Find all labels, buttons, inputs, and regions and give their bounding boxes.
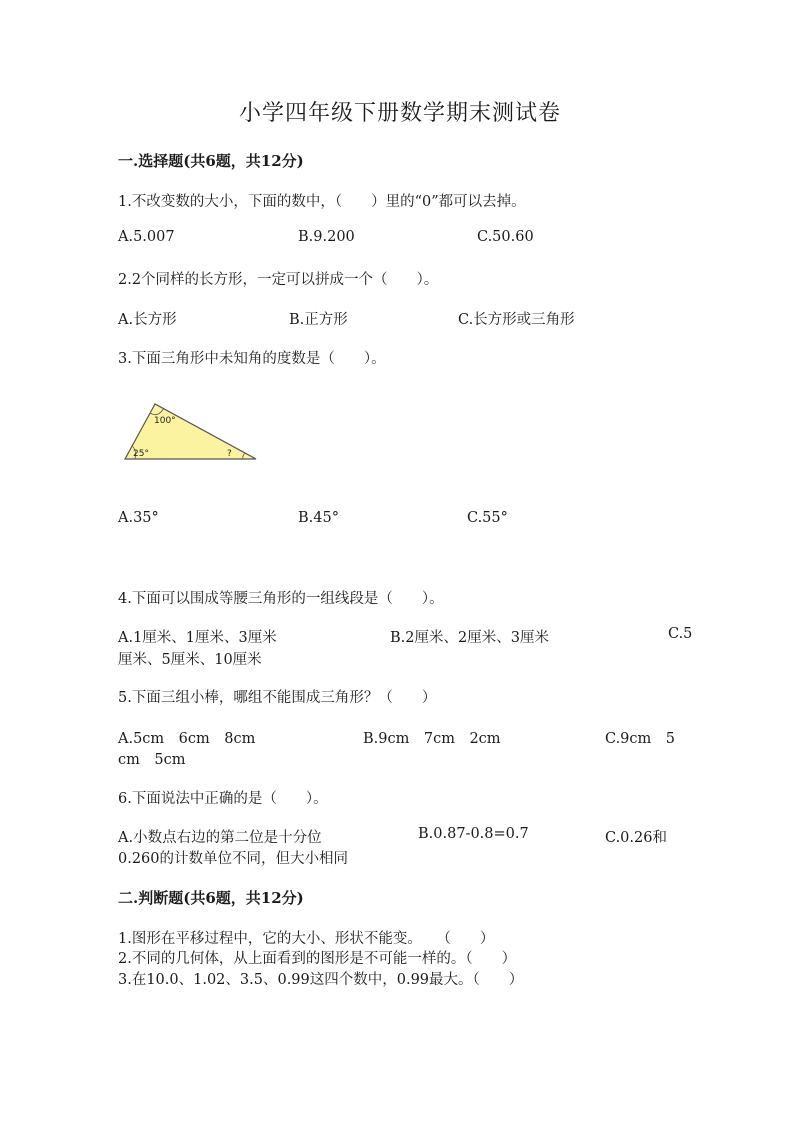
- judgement-item-3: 3.在10.0、1.02、3.5、0.99这四个数中，0.99最大。（ ）: [118, 972, 524, 988]
- angle-label-right: ?: [227, 449, 232, 459]
- question-4-option-c-continued: 厘米、5厘米、10厘米: [118, 652, 262, 668]
- judgement-item-2: 2.不同的几何体，从上面看到的图形是不可能一样的。（ ）: [118, 951, 517, 967]
- question-5-option-a: A.5cm 6cm 8cm: [118, 731, 256, 747]
- question-4-option-a: A.1厘米、1厘米、3厘米: [118, 630, 277, 646]
- page-title: 小学四年级下册数学期末测试卷: [238, 101, 561, 126]
- question-6-option-b: B.0.87-0.8=0.7: [418, 826, 529, 842]
- question-5-option-b: B.9cm 7cm 2cm: [363, 731, 501, 747]
- question-3-option-b: B.45°: [298, 510, 339, 526]
- question-4-option-c: C.5: [668, 626, 693, 642]
- question-6-option-a: A.小数点右边的第二位是十分位: [118, 830, 322, 846]
- question-5-stem: 5.下面三组小棒，哪组不能围成三角形？（ ）: [118, 690, 437, 706]
- section-heading-judgement: 二.判断题(共6题，共12分): [118, 889, 304, 907]
- question-3-stem: 3.下面三角形中未知角的度数是（ ）。: [118, 351, 386, 367]
- section-heading-choice: 一.选择题(共6题，共12分): [118, 152, 304, 170]
- question-2-option-c: C.长方形或三角形: [458, 312, 575, 328]
- question-2-option-b: B.正方形: [289, 312, 348, 328]
- question-4-stem: 4.下面可以围成等腰三角形的一组线段是（ ）。: [118, 591, 444, 607]
- question-1-option-c: C.50.60: [477, 229, 534, 245]
- question-5-option-c-continued: cm 5cm: [118, 752, 186, 768]
- question-2-option-a: A.长方形: [118, 312, 177, 328]
- question-1-option-b: B.9.200: [298, 229, 355, 245]
- question-3-option-a: A.35°: [118, 510, 159, 526]
- question-1-option-a: A.5.007: [118, 229, 175, 245]
- triangle-figure: [118, 398, 263, 468]
- question-6-option-c: C.0.26和: [605, 830, 667, 846]
- question-4-option-b: B.2厘米、2厘米、3厘米: [390, 630, 549, 646]
- judgement-item-1: 1.图形在平移过程中，它的大小、形状不能变。 （ ）: [118, 931, 495, 947]
- angle-label-top: 100°: [154, 416, 176, 426]
- question-5-option-c: C.9cm 5: [605, 731, 676, 747]
- question-6-option-c-continued: 0.260的计数单位不同，但大小相同: [118, 851, 349, 867]
- question-6-stem: 6.下面说法中正确的是（ ）。: [118, 791, 328, 807]
- angle-label-left: 25°: [133, 449, 149, 459]
- question-2-stem: 2.2个同样的长方形，一定可以拼成一个（ ）。: [118, 272, 439, 288]
- question-1-stem: 1.不改变数的大小，下面的数中，（ ）里的“0”都可以去掉。: [118, 194, 526, 210]
- question-3-option-c: C.55°: [467, 510, 508, 526]
